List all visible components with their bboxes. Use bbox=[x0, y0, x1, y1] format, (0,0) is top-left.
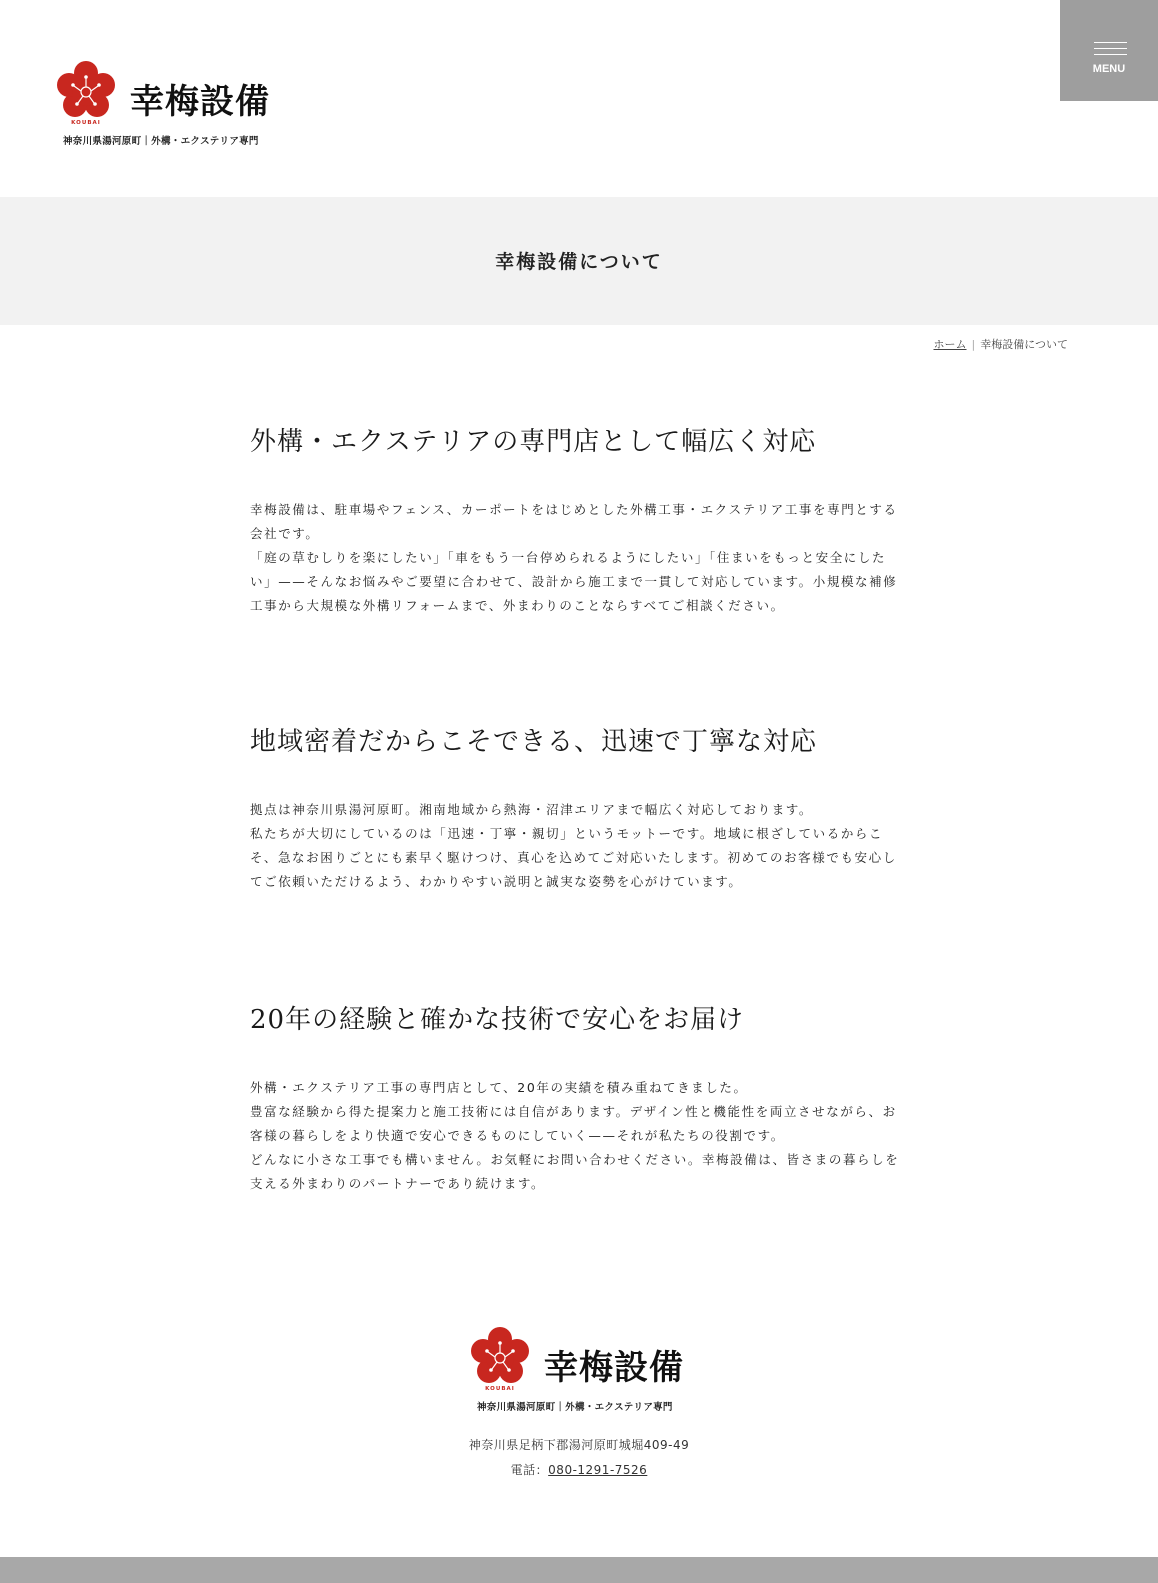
section-body: 拠点は神奈川県湯河原町。湘南地域から熱海・沼津エリアまで幅広く対応しております。 私たちが大切にしているのは「迅速・丁寧・親切」というモットーです。地域に根ざしているからこそ、急なお困りごとにも素早く駆けつけ、真心を込めてご対応いたします。初めてのお客様でも安心してご依頼いただけるよう、わかりやすい説明と誠実な姿勢を心がけています。 bbox=[250, 801, 897, 889]
footer-logo[interactable] bbox=[470, 1326, 710, 1416]
section-heading: 地域密着だからこそできる、迅速で丁寧な対応 bbox=[250, 727, 818, 757]
section-body: 外構・エクステリア工事の専門店として、20年の実績を積み重ねてきました。 豊富な経験から得た提案力と施工技術には自信があります。デザイン性と機能性を両立させながら、お客様の暮らしをより快適で安心できるものにしていく——それが私たちの役割です。 どんなに小さな工事でも構いません。お気軽にお問い合わせください。幸梅設備は、皆さまの暮らしを支える外まわりのパートナーであり続けます。 bbox=[250, 1079, 900, 1191]
hamburger-icon bbox=[1094, 42, 1127, 56]
footer-logo-name: 幸梅設備 bbox=[544, 1348, 684, 1388]
site-logo[interactable] bbox=[56, 60, 296, 150]
logo-tagline: 神奈川県湯河原町｜外構・エクステリア専門 bbox=[63, 136, 259, 147]
plum-blossom-logo-icon bbox=[56, 60, 116, 126]
section-heading: 外構・エクステリアの専門店として幅広く対応 bbox=[250, 427, 817, 457]
section-heading: 20年の経験と確かな技術で安心をお届け bbox=[250, 1005, 745, 1035]
footer-phone-link[interactable]: 080-1291-7526 bbox=[548, 1463, 648, 1477]
breadcrumb-home-link[interactable]: ホーム bbox=[933, 338, 967, 351]
section-specialist bbox=[250, 426, 908, 618]
section-experience bbox=[250, 1004, 908, 1196]
menu-label: MENU bbox=[1092, 63, 1126, 75]
footer-address: 神奈川県足柄下郡湯河原町城堀409-49 bbox=[468, 1438, 690, 1452]
footer-phone bbox=[0, 1461, 1158, 1478]
logo-mark-text: KOUBAI bbox=[71, 120, 101, 126]
logo-mark-text: KOUBAI bbox=[485, 1386, 515, 1392]
page-title-band bbox=[0, 197, 1158, 325]
site-header bbox=[0, 0, 1158, 196]
logo-name: 幸梅設備 bbox=[130, 82, 270, 122]
breadcrumb-current: 幸梅設備について bbox=[980, 338, 1068, 351]
breadcrumb-separator: | bbox=[971, 338, 976, 351]
footer-logo-tagline: 神奈川県湯河原町｜外構・エクステリア専門 bbox=[477, 1402, 673, 1413]
footer-bottom-bar bbox=[0, 1557, 1158, 1583]
footer-phone-label: 電話： bbox=[510, 1463, 549, 1477]
menu-button[interactable] bbox=[1060, 0, 1158, 101]
page-title: 幸梅設備について bbox=[495, 251, 663, 273]
breadcrumb bbox=[934, 336, 1069, 352]
section-local bbox=[250, 726, 908, 894]
section-body: 幸梅設備は、駐車場やフェンス、カーポートをはじめとした外構工事・エクステリア工事を専門とする会社です。 「庭の草むしりを楽にしたい」「車をもう一台停められるようにしたい」「住まいをもっと安全にしたい」——そんなお悩みやご要望に合わせて、設計から施工まで一貫して対応しています。小規模な補修工事から大規模な外構リフォームまで、外まわりのことならすべてご相談ください。 bbox=[250, 501, 898, 613]
plum-blossom-logo-icon bbox=[470, 1326, 530, 1392]
